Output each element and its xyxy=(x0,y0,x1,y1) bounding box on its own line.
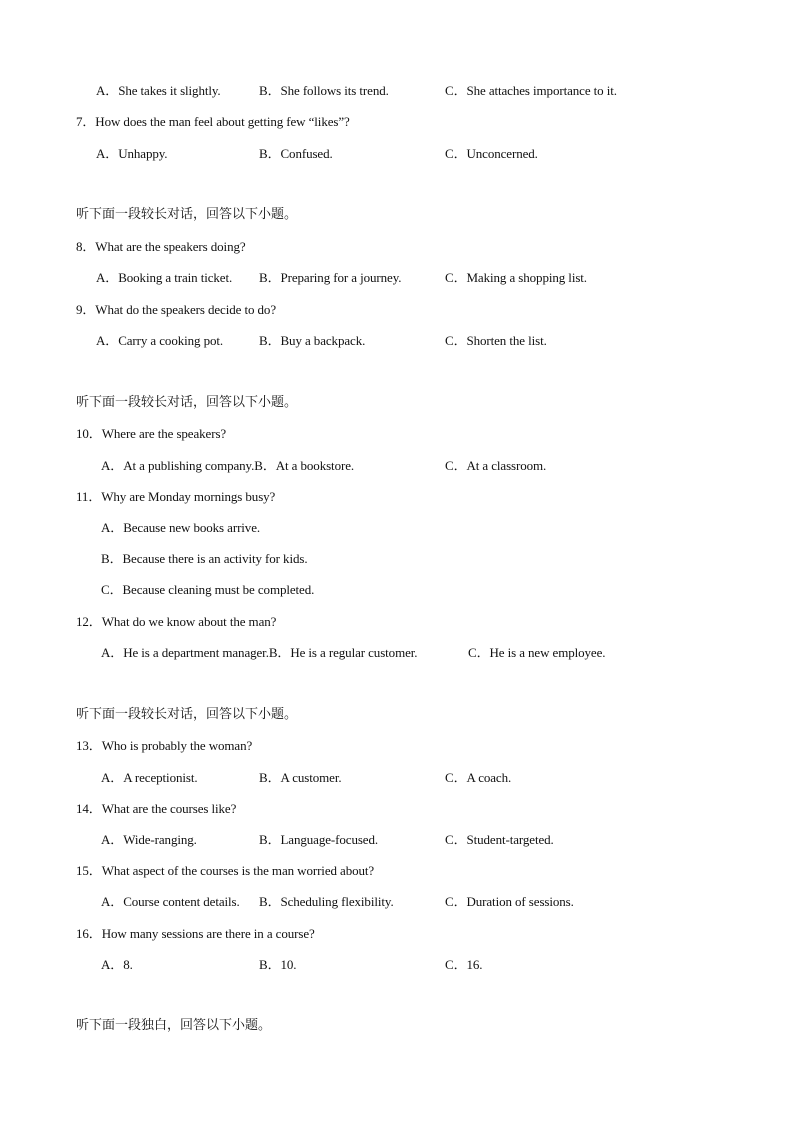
q11-option-c: C．Because cleaning must be completed. xyxy=(101,582,315,597)
q7-option-a: A．Unhappy. xyxy=(96,146,168,161)
q9-question: 9．What do the speakers decide to do? xyxy=(76,302,276,317)
q12-question: 12．What do we know about the man? xyxy=(76,614,277,629)
section-heading: 听下面一段较长对话，回答以下小题。 xyxy=(76,207,298,222)
q9-option-c: C．Shorten the list. xyxy=(445,333,547,348)
q10-option-c: C．At a classroom. xyxy=(445,458,547,473)
q9-option-a: A．Carry a cooking pot. xyxy=(96,333,224,348)
q15-option-c: C．Duration of sessions. xyxy=(445,894,574,909)
q10-option-ab: A．At a publishing company.B．At a bookstore. xyxy=(101,458,355,473)
q7-option-c: C．Unconcerned. xyxy=(445,146,538,161)
q14-option-a: A．Wide-ranging. xyxy=(101,832,197,847)
q14-question: 14．What are the courses like? xyxy=(76,801,237,816)
q13-question: 13．Who is probably the woman? xyxy=(76,738,253,753)
q13-option-a: A．A receptionist. xyxy=(101,770,198,785)
q8-question: 8．What are the speakers doing? xyxy=(76,239,246,254)
q13-option-c: C．A coach. xyxy=(445,770,512,785)
section-heading: 听下面一段较长对话，回答以下小题。 xyxy=(76,707,298,722)
q9-option-b: B．Buy a backpack. xyxy=(259,333,366,348)
q14-option-b: B．Language-focused. xyxy=(259,832,379,847)
q8-option-a: A．Booking a train ticket. xyxy=(96,270,233,285)
q15-question: 15．What aspect of the courses is the man worried about? xyxy=(76,863,375,878)
q16-question: 16．How many sessions are there in a course? xyxy=(76,926,315,941)
q11-option-b: B．Because there is an activity for kids. xyxy=(101,551,308,566)
section-heading: 听下面一段较长对话，回答以下小题。 xyxy=(76,395,298,410)
q7-option-b: B．Confused. xyxy=(259,146,333,161)
q11-option-a: A．Because new books arrive. xyxy=(101,520,261,535)
section-heading: 听下面一段独白，回答以下小题。 xyxy=(76,1018,272,1033)
q7-question: 7．How does the man feel about getting few “likes”? xyxy=(76,114,350,129)
q8-option-b: B．Preparing for a journey. xyxy=(259,270,402,285)
q15-option-a: A．Course content details. xyxy=(101,894,240,909)
q8-option-c: C．Making a shopping list. xyxy=(445,270,587,285)
q6-option-a: A．She takes it slightly. xyxy=(96,83,221,98)
q14-option-c: C．Student-targeted. xyxy=(445,832,554,847)
q10-question: 10．Where are the speakers? xyxy=(76,426,227,441)
q6-option-c: C．She attaches importance to it. xyxy=(445,83,617,98)
q6-option-b: B．She follows its trend. xyxy=(259,83,389,98)
q12-option-c: C．He is a new employee. xyxy=(468,645,606,660)
q11-question: 11．Why are Monday mornings busy? xyxy=(76,489,276,504)
q15-option-b: B．Scheduling flexibility. xyxy=(259,894,394,909)
q16-option-a: A．8. xyxy=(101,957,133,972)
q16-option-c: C．16. xyxy=(445,957,483,972)
q12-option-ab: A．He is a department manager.B．He is a regular customer. xyxy=(101,645,418,660)
q16-option-b: B．10. xyxy=(259,957,297,972)
q13-option-b: B．A customer. xyxy=(259,770,342,785)
